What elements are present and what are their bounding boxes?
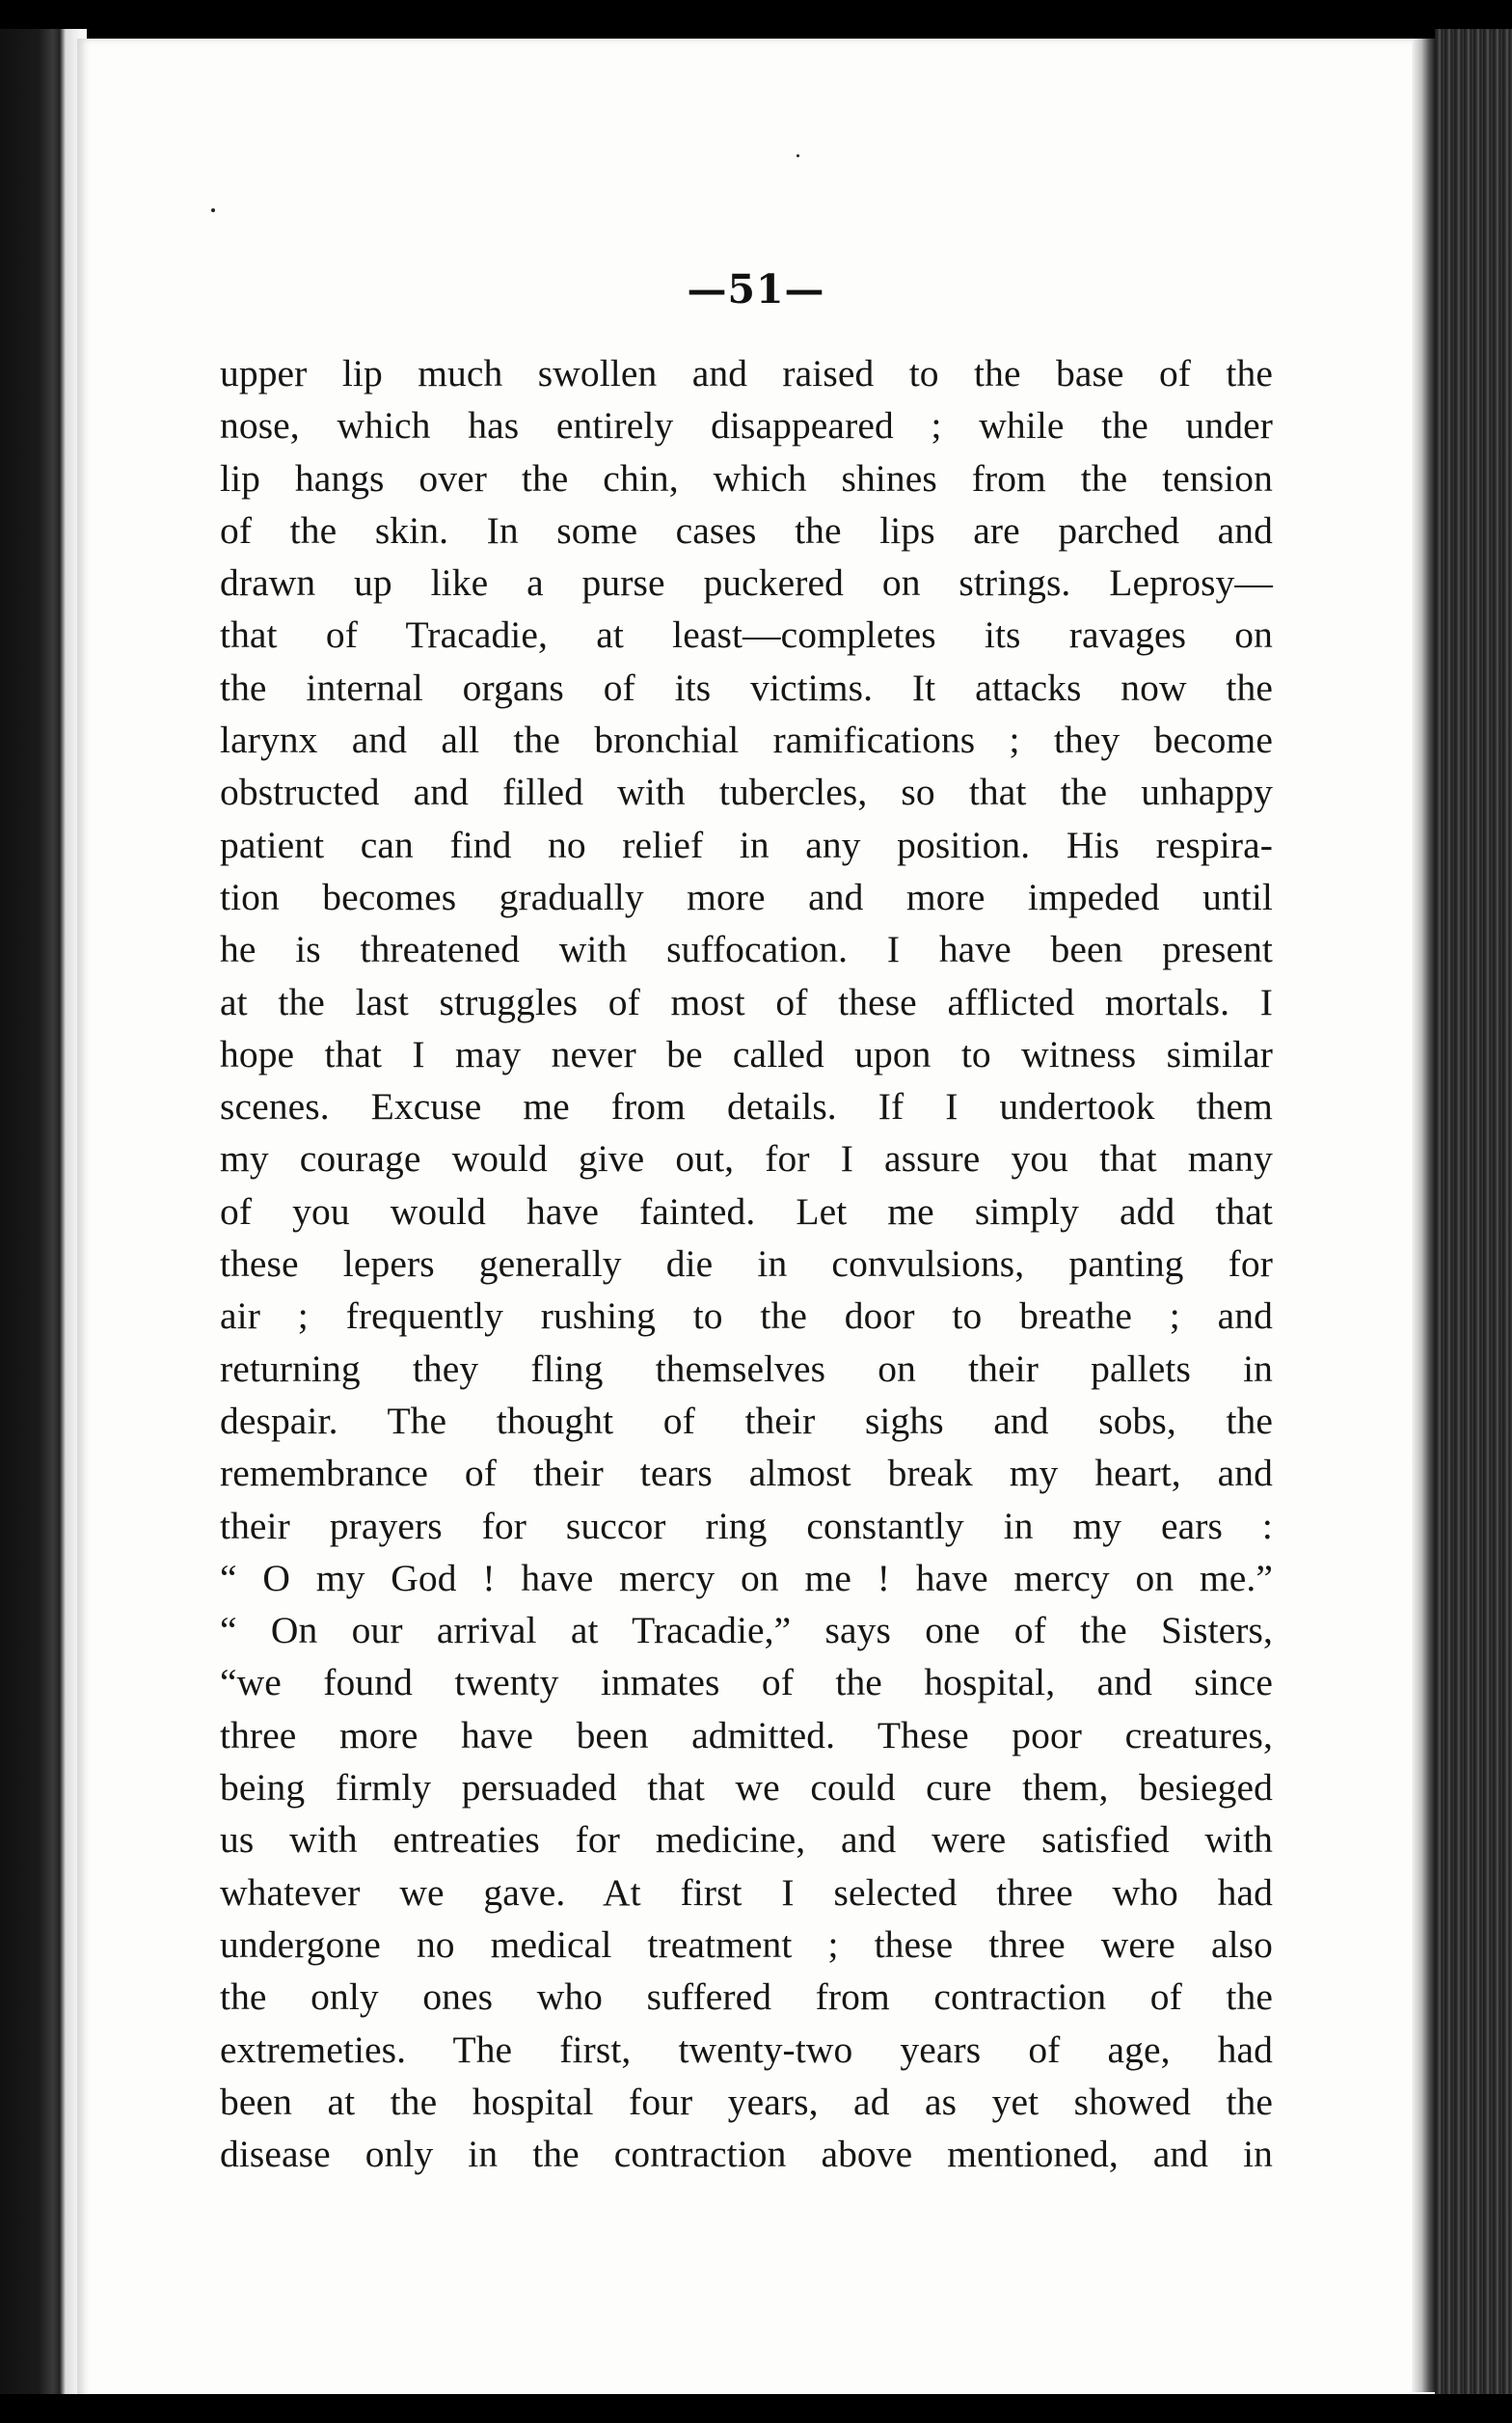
text-line: their prayers for succor ring constantly in my ears : (220, 1504, 1273, 1547)
text-line: upper lip much swollen and raised to the base of the (220, 352, 1273, 395)
body-text (220, 347, 1273, 2180)
text-line: the internal organs of its victims. It attacks now the (220, 666, 1273, 709)
text-line: that of Tracadie, at least—completes its ravages on (220, 613, 1273, 657)
text-line: three more have been admitted. These poor creatures, (220, 1713, 1273, 1756)
text-line: of you would have fainted. Let me simply add that (220, 1189, 1273, 1233)
text-line: remembrance of their tears almost break my heart, and (220, 1452, 1273, 1495)
text-line: larynx and all the bronchial ramifications ; they become (220, 719, 1273, 762)
text-line: obstructed and filled with tubercles, so that the unhappy (220, 771, 1273, 814)
scan-top-border (0, 0, 1512, 39)
text-line: air ; frequently rushing to the door to breathe ; and (220, 1294, 1273, 1338)
text-line: drawn up like a purse puckered on strings. Leprosy— (220, 561, 1273, 605)
text-line: being firmly persuaded that we could cure them, besieged (220, 1766, 1273, 1810)
text-line: returning they fling themselves on their pallets in (220, 1347, 1273, 1390)
book-left-edge (0, 29, 87, 2402)
book-right-edge (1435, 29, 1512, 2411)
page-right-shadow (1412, 39, 1435, 2392)
text-line: “we found twenty inmates of the hospital, and since (220, 1661, 1273, 1704)
text-line: the only ones who suffered from contraction of the (220, 1975, 1273, 2019)
text-line: undergone no medical treatment ; these three were also (220, 1922, 1273, 1966)
text-line: nose, which has entirely disappeared ; while the under (220, 404, 1273, 448)
text-line: of the skin. In some cases the lips are parched and (220, 508, 1273, 552)
text-line: despair. The thought of their sighs and sobs, the (220, 1399, 1273, 1442)
text-line: scenes. Excuse me from details. If I undertook them (220, 1085, 1273, 1129)
text-line: lip hangs over the chin, which shines from the tension (220, 456, 1273, 500)
text-line: been at the hospital four years, ad as yet showed the (220, 2080, 1273, 2123)
speck-mark (211, 208, 215, 212)
text-line: hope that I may never be called upon to witness similar (220, 1032, 1273, 1075)
text-line: he is threatened with suffocation. I have been present (220, 928, 1273, 971)
text-line: at the last struggles of most of these afflicted mortals. I (220, 980, 1273, 1023)
text-line: my courage would give out, for I assure you that many (220, 1137, 1273, 1181)
text-line: whatever we gave. At first I selected three who had (220, 1870, 1273, 1914)
text-line: “ On our arrival at Tracadie,” says one of the Sisters, (220, 1609, 1273, 1652)
text-line: “ O my God ! have mercy on me ! have mercy on me.” (220, 1556, 1273, 1599)
text-line: these lepers generally die in convulsions, panting for (220, 1242, 1273, 1286)
text-line: us with entreaties for medicine, and were satisfied with (220, 1818, 1273, 1862)
text-line: extremeties. The first, twenty-two years of age, had (220, 2028, 1273, 2071)
text-line: disease only in the contraction above mentioned, and in (220, 2133, 1273, 2176)
text-line: tion becomes gradually more and more impeded until (220, 875, 1273, 918)
scan-bottom-border (0, 2394, 1512, 2423)
text-line: patient can find no relief in any position. His respira- (220, 823, 1273, 866)
page-number: —51— (687, 266, 825, 313)
speck-mark (796, 154, 799, 157)
